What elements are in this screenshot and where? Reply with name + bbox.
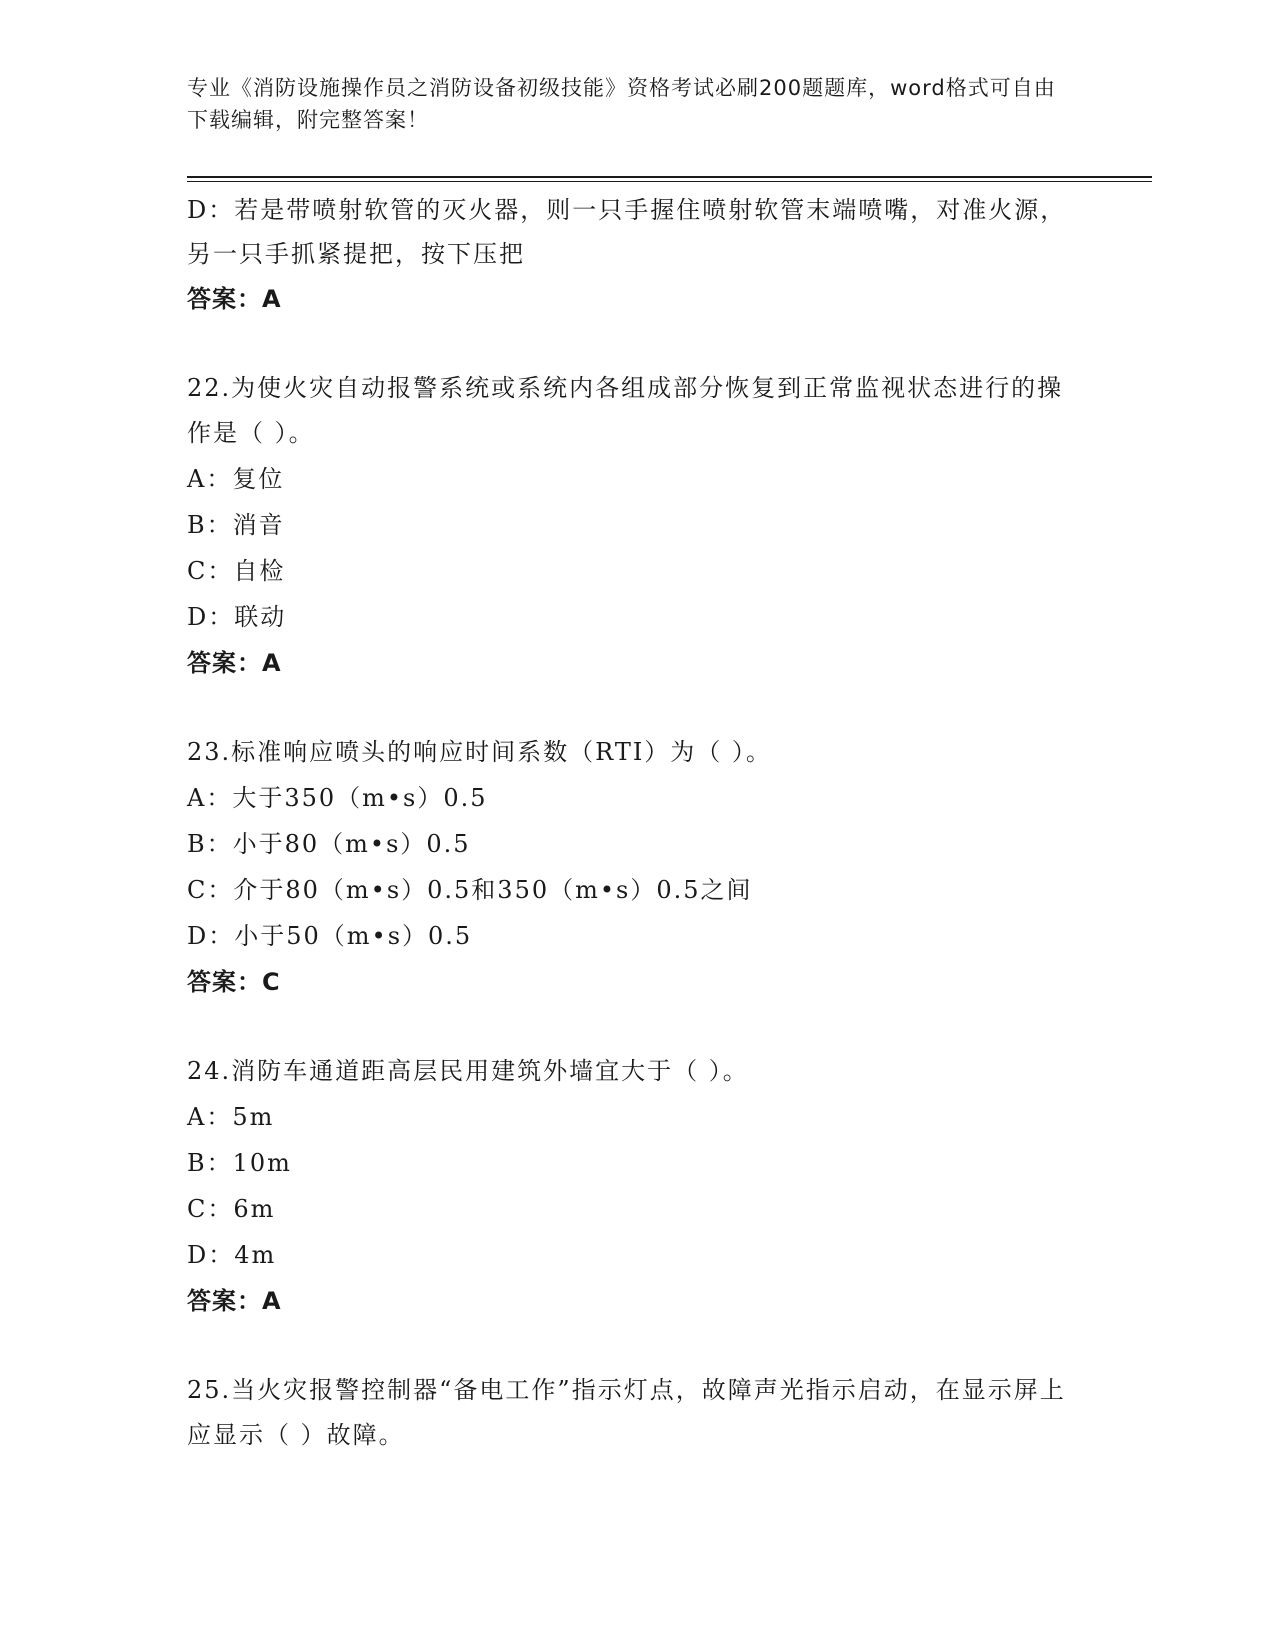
question-block-24 xyxy=(187,1049,1077,1324)
question-text: 24.消防车通道距高层民用建筑外墙宜大于（ ）。 xyxy=(187,1057,749,1085)
option-c: C：自检 xyxy=(187,557,286,585)
question-block-22 xyxy=(187,366,1077,686)
option-d: D：小于50（m•s）0.5 xyxy=(187,922,473,950)
question-text: 22.为使火灾自动报警系统或系统内各组成部分恢复到正常监视状态进行的操作是（ ）。 xyxy=(187,374,1064,447)
carry-over-block xyxy=(187,188,1077,322)
option-d: D：若是带喷射软管的灭火器，则一只手握住喷射软管末端喷嘴，对准火源，另一只手抓紧提把，按下压把 xyxy=(187,196,1067,268)
answer-line: 答案：A xyxy=(187,1287,282,1315)
question-block-25 xyxy=(187,1368,1077,1458)
answer-line: 答案：C xyxy=(187,968,281,996)
option-b: B：10m xyxy=(187,1149,292,1177)
answer-line: 答案：A xyxy=(187,285,282,313)
option-d: D：联动 xyxy=(187,603,287,631)
option-c: C：6m xyxy=(187,1195,276,1223)
option-b: B：小于80（m•s）0.5 xyxy=(187,830,471,858)
option-a: A：复位 xyxy=(187,465,285,493)
document-body xyxy=(187,188,1077,1458)
header-divider-thick xyxy=(187,176,1152,178)
header-divider-thin xyxy=(187,181,1152,182)
question-text: 25.当火灾报警控制器“备电工作”指示灯点，故障声光指示启动，在显示屏上应显示（ ）故障。 xyxy=(187,1376,1066,1449)
answer-line: 答案：A xyxy=(187,649,282,677)
option-d: D：4m xyxy=(187,1241,277,1269)
option-a: A：大于350（m•s）0.5 xyxy=(187,784,488,812)
option-b: B：消音 xyxy=(187,511,285,539)
option-a: A：5m xyxy=(187,1103,275,1131)
question-block-23 xyxy=(187,730,1077,1005)
option-c: C：介于80（m•s）0.5和350（m•s）0.5之间 xyxy=(187,876,753,904)
page-header: 专业《消防设施操作员之消防设备初级技能》资格考试必刷200题题库，word格式可自由下载编辑，附完整答案！ xyxy=(187,76,1056,132)
question-text: 23.标准响应喷头的响应时间系数（RTI）为（ ）。 xyxy=(187,738,772,766)
